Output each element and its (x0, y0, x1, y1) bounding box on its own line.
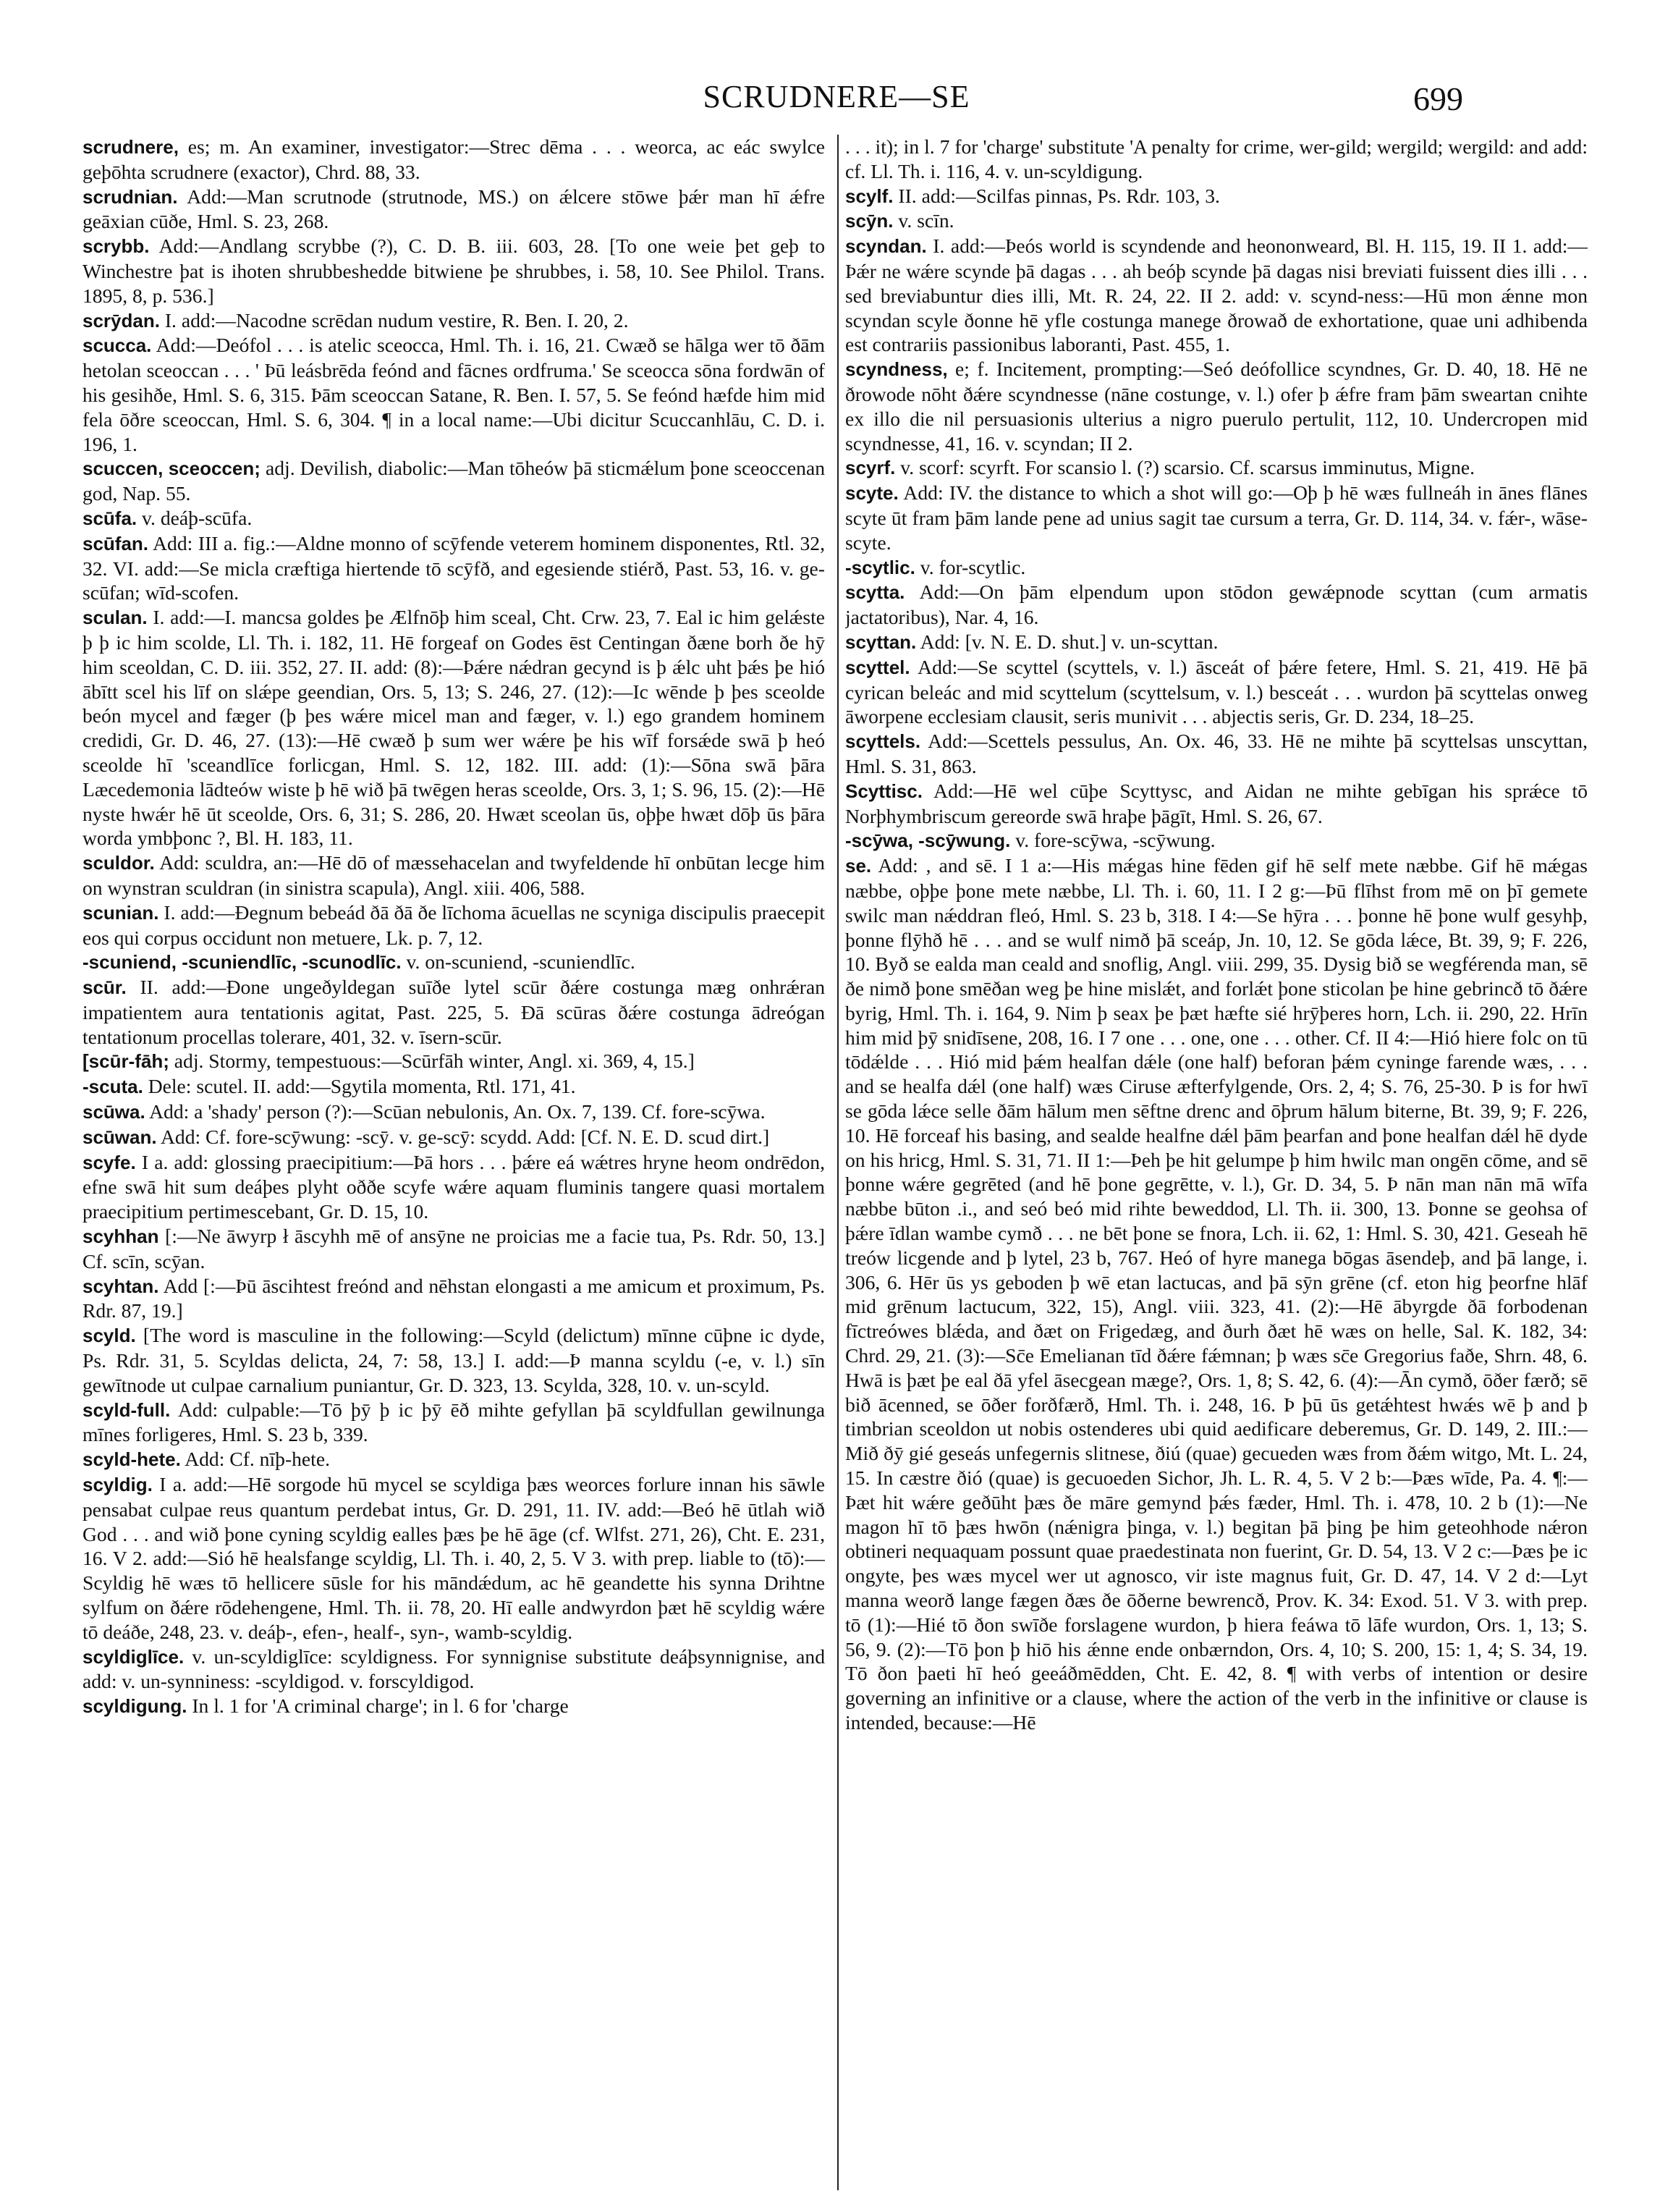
dictionary-entry (845, 481, 1588, 554)
dictionary-entry (845, 580, 1588, 630)
dictionary-entry (82, 850, 825, 900)
entry-headword: scūwa. (82, 1101, 145, 1123)
entry-text: I a. add: glossing praecipitium:—Þā hors . . . þǽre eá wǽtres hryne heom ondrēdon, efne swā hit sum deáþes plyht oððe scyfe wǽre aquam fluminis tangere quasi mortalem praecipitium pertimescebant, Gr. D. 15, 10. (82, 1150, 825, 1223)
entry-text: adj. Stormy, tempestuous:—Scūrfāh winter, Angl. xi. 369, 4, 15.] (169, 1050, 695, 1073)
entry-text: Add: Cf. fore-scȳwung: -scȳ. v. ge-scȳ: scydd. Add: [Cf. N. E. D. scud dirt.] (156, 1125, 770, 1148)
entry-text: [The word is masculine in the following:—Scyld (delictum) mīnne cūþne ic dyde, Ps. Rdr. 31, 5. Scyldas delicta, 24, 7: 58, 13.] I. add:—Þ manna scyldu (-e, v. l.) sīn gewītnode ut culpae carnalium puniantur, Gr. D. 323, 13. Scylda, 328, 10. v. un-scyld. (82, 1324, 825, 1396)
entry-headword: scrȳdan. (82, 309, 160, 332)
entry-text: v. un-scyldiglīce: scyldigness. For synnignise substitute deáþsynnignise, and add: v. un-synniness: -scyldigod. v. forscyldigod. (82, 1645, 825, 1693)
dictionary-entry (82, 1125, 825, 1150)
dictionary-entry (82, 506, 825, 531)
dictionary-entry (82, 531, 825, 605)
entry-headword: scyld-full. (82, 1398, 171, 1421)
entry-text: Dele: scutel. II. add:—Sgytila momenta, Rtl. 171, 41. (143, 1075, 576, 1098)
running-head (0, 78, 1673, 122)
entry-headword: scrudnian. (82, 185, 178, 208)
entry-text: I. add:—Nacodne scrēdan nudum vestire, R. Ben. I. 20, 2. (159, 308, 629, 332)
entry-text: v. for-scytlic. (915, 555, 1026, 578)
entry-headword: se. (845, 855, 872, 877)
entry-headword: [scūr-fāh; (82, 1050, 169, 1073)
entry-text: [:—Ne āwyrp ł āscyhh mē of ansȳne ne proicias me a facie tua, Ps. Rdr. 50, 13.] Cf. scīn, scȳan. (82, 1225, 825, 1272)
entry-headword: Scyttisc. (845, 780, 923, 802)
entry-text: I a. add:—Hē sorgode hū mycel se scyldiga þæs weorces forlure innan his sāwle pensabat culpae reus quantum perdebat intus, Gr. D. 291, 11. IV. add:—Beó hē ūtlah wið God . . . and wið þone cyning scyldig ealles þæs þe hē āge (cf. Wlfst. 271, 26), Cht. E. 231, 16. V 2. add:—Sió hē healsfange scyldig, Ll. Th. i. 40, 2, 5. V 3. with prep. liable to (tō):—Scyldig hē wæs tō hellicere sūsle for his māndǽdum, ac hē geandette his synna Drihtne sylfum on ðǽre rōdehengene, Hml. Th. ii. 78, 20. Hī ealle andwyrdon þæt hē scyldig wǽre tō deáðe, 248, 23. v. deáþ-, efen-, healf-, syn-, wamb-scyldig. (82, 1473, 825, 1643)
entry-text: Add: IV. the distance to which a shot will go:—Oþ þ hē wæs fullneáh in ānes flānes scyte ūt fram þām lande pene ad unius sagit tae cursum a terra, Gr. D. 114, 34. v. fǽr-, wāse-scyte. (845, 481, 1588, 554)
page-number: 699 (1413, 80, 1463, 117)
entry-headword: -scuta. (82, 1076, 143, 1098)
entry-headword: scyldig. (82, 1474, 153, 1496)
dictionary-entry (82, 1323, 825, 1397)
dictionary-entry (82, 185, 825, 235)
entry-text: I. add:—Þeós world is scyndende and heononweard, Bl. H. 115, 19. II 1. add:—Þǽr ne wǽre scynde þā dagas . . . ah beóþ scynde þā dagas nisi breviati fuissent dies illi . . . sed breviabuntur dies illi, Mt. R. 24, 22. II 2. add: v. scynd-ness:—Hū mon ǽnne mon scyndan scyle ðonne hē yfle costunga manege ðrowað de exhortatione, quae uni adhibenda est contrariis passionibus laboranti, Past. 455, 1. (845, 235, 1588, 356)
entry-headword: scyld-hete. (82, 1448, 181, 1471)
dictionary-entry (82, 1224, 825, 1274)
dictionary-entry (845, 208, 1588, 234)
entry-text: I. add:—Ðegnum bebeád ðā ðā ðe līchoma ācuellas ne scyniga discipulis praecepit eos qui corpus occidunt non metuere, Lk. p. 7, 12. (82, 900, 825, 949)
entry-headword: sculan. (82, 607, 148, 629)
entry-text: v. scīn. (893, 209, 954, 232)
dictionary-entry (82, 900, 825, 950)
entry-text: es; m. An examiner, investigator:—Strec dēma . . . weorca, ac eác swylce geþōhta scrudnere (exactor), Chrd. 88, 33. (82, 135, 825, 183)
entry-text: Add: [v. N. E. D. shut.] v. un-scyttan. (916, 630, 1219, 653)
entry-text: Add:—Andlang scrybbe (?), C. D. B. iii. 603, 28. [To one weie þet geþ to Winchestre þat is ihoten shrubbeshedde bitwiene þe shrubbes, i. 58, 10. See Philol. Trans. 1895, 8, p. 536.] (82, 235, 825, 307)
entry-text: Add: sculdra, an:—Hē dō of mæssehacelan and twyfeldende hī onbūtan lecge him on wynstran sculdran (in sinistra scapula), Angl. xiii. 406, 588. (82, 851, 825, 899)
entry-headword: scyttel. (845, 656, 910, 678)
entry-text: Add:—Se scyttel (scyttels, v. l.) āsceát of þǽre fetere, Hml. S. 21, 419. Hē þā cyrican beleác and mid scyttelum (scyttelsum, v. l.) besceát . . . wurdon þā scyttelas onweg āworpene ecclesiam clausit, seris munivit . . . abjectis seris, Gr. D. 234, 18–25. (845, 655, 1588, 728)
entry-headword: scūr. (82, 976, 127, 999)
dictionary-entry (82, 1447, 825, 1472)
entry-headword: scyte. (845, 482, 899, 505)
entry-text: Add: III a. fig.:—Aldne monno of scȳfende veterem hominem disponentes, Rtl. 32, 32. VI. add:—Se micla cræftiga hiertende tō scȳfð, and egesiende stiérð, Past. 53, 16. v. ge-scūfan; wīd-scofen. (82, 531, 825, 604)
entry-headword: scyndness, (845, 358, 948, 381)
entry-text: v. fore-scȳwa, -scȳwung. (1010, 829, 1216, 852)
entry-text: Add [:—Þū āscihtest freónd and nēhstan elongasti a me amicum et proximum, Ps. Rdr. 87, 19.] (82, 1274, 825, 1322)
dictionary-entry (82, 605, 825, 850)
dictionary-entry (845, 729, 1588, 779)
dictionary-entry (845, 828, 1588, 853)
entry-headword: scyttan. (845, 630, 917, 653)
entry-headword: scrudnere, (82, 136, 179, 158)
dictionary-entry (845, 455, 1588, 481)
dictionary-entry (845, 853, 1588, 1735)
dictionary-entry (845, 779, 1588, 829)
entry-headword: scyld. (82, 1325, 136, 1347)
dictionary-entry (82, 1645, 825, 1694)
entry-text: adj. Devilish, diabolic:—Man tōheów þā sticmǽlum þone sceoccenan god, Nap. 55. (82, 457, 825, 505)
dictionary-entry (82, 950, 825, 975)
entry-text: Add: a 'shady' person (?):—Scūan nebulonis, An. Ox. 7, 139. Cf. fore-scȳwa. (145, 1100, 766, 1123)
entry-headword: scucca. (82, 334, 152, 357)
entry-headword: scyldiglīce. (82, 1645, 185, 1668)
dictionary-entry (82, 975, 825, 1049)
entry-headword: -scȳwa, -scȳwung. (845, 830, 1011, 852)
dictionary-entry (82, 308, 825, 334)
dictionary-entry (845, 234, 1588, 357)
dictionary-entry (82, 1150, 825, 1224)
dictionary-entry (82, 1099, 825, 1125)
left-column (82, 135, 825, 2190)
dictionary-entry (82, 1398, 825, 1448)
entry-headword: scūfan. (82, 532, 149, 554)
entry-headword: -scuniend, -scuniendlīc, -scunodlīc. (82, 951, 402, 974)
entry-headword: scylf. (845, 185, 894, 207)
entry-headword: scūwan. (82, 1126, 157, 1148)
entry-text: Add: , and sē. I 1 a:—His mǽgas hine fēden gif hē self mete næbbe. Gif hē mǽgas næbbe, oþþe þone mete næbbe, Ll. Th. i. 60, 11. I 2 g:—Þū flīhst from mē on þī gemete swilc man nǽddran fleó, Hml. S. 23 b, 318. I 4:—Se hȳra . . . þonne hē þone wulf gesyhþ, þonne flȳhð hē . . . and se wulf nimð þā sceáp, Jn. 10, 12. Se gōda lǽce, Bt. 39, 9; F. 226, 10. Byð se ealda man ceald and snoflig, Angl. viii. 299, 35. Dysig bið se wegférenda man, sē ðe nimð þone smēðan weg þe hine mislǽt, and forlǽt þone sticolan þe hine gebrincð tō ðǽre byrig, Hml. Th. i. 164, 9. Nim þ seax þe þæt hæfte sié hrȳþeres horn, Lch. ii. 290, 22. Hrīn him mid þȳ snidīsene, 208, 16. I 7 one . . . one, one . . . other. Cf. II 4:—Hió hiere folc on tū tōdǽlde . . . Hió mid þǽm healfan dǽle (one half) beforan þǽm cyninge farende wæs, . . . and se healfa dǽl (one half) wæs Ciruse æfterfylgende, Ors. 2, 4; S. 76, 25-30. Þ is for hwī se gōda lǽce selle ðām hālum men sēftne drenc and ōþrum hālum biterne, Bt. 39, 9; F. 226, 10. Hē forceaf his basing, and sealde healfne dǽl þām þearfan and þone healfan dǽl hē dyde on his hricg, Hml. S. 31, 71. II 1:—Þeh þe hit gelumpe þ him hwilc man ongēn cōme, and sē þonne wǽre gegrēted (and hē þone gegrētte, v. l.), Gr. D. 34, 5. Þ nān man nān mā wīfa næbbe būton .i., and seó beó mid rihte beweddod, Ll. Th. ii. 300, 13. Þonne se geohsa of þǽre īdlan wambe cymð . . . ne bēt þone se fnora, Lch. ii. 62, 1: Hml. S. 30, 421. Geseah hē treów licgende and þ lytel, 23 b, 767. Heó of hyre manega bōgas āsendeþ, and þā lange, i. 306, 6. Hēr ūs ys geboden þ wē etan lactucas, and þā sȳn grēne (cf. eton hig þeorfne hlāf mid grēnum lactucum, 322, 15), Angl. viii. 323, 41. (2):—Hē ābyrgde ðā forbodenan fīctreówes blǽda, and ðæt on Frigedæg, and ðurh ðæt hē wæs on helle, Sal. K. 182, 34: Chrd. 29, 21. (3):—Sc̄e Emelianan tīd ðǽre fǽmnan; þ wæs sc̄e Gregorius faðe, Shrn. 48, 6. Hwā is þæt þe eal ðā yfel āsecgean mæge?, Ors. 1, 8; S. 42, 6. (4):—Ān cymð, ōðer færð; sē bið ācenned, se ōðer forðfærð, Hml. Th. i. 248, 16. Þ þū ūs getǽhtest hwǽs wē þ and þ timbrian sceoldon ut nobis ostenderes ubi quid aedificare deberemus, Gr. D. 149, 2. III.:—Mið ðȳ gié geseás unfegernis slitnese, ðiú (quae) gecueden wæs from ðǽm witgo, Mt. L. 24, 15. In cæstre ðió (quae) is gecuoeden Sichor, Jh. L. R. 4, 5. V 2 b:—Þæs wīde, Pa. 4. ¶:—Þæt hit wǽre geðūht þæs ðe māre gemynd þǽs fæder, Hml. Th. i. 478, 10. 2 b (1):—Ne magon hī tō þæs hwōn (nǽnigra þinga, v. l.) begitan þā þing þe him geteohhode nǽron obtineri nequaquam possunt quae praedestinata non fuerint, Gr. D. 54, 13. V 2 c:—Þæs þe ic ongyte, þes wæs mycel wer ut agnosco, vir iste magnus fuit, Gr. D. 47, 14. V 2 d:—Lyt manna weorð lange fægen ðæs ðe ōðerne bewrencð, Prov. K. 34: Exod. 51. V 3. with prep. tō (1):—Hié tō ðon swīðe forslagene wurdon, þ hiera feáwa tō lāfe wurdon, Ors. 1, 13; S. 56, 9. (2):—Tō þon þ hiō his ǽnne ende onbærndon, Ors. 4, 10; S. 200, 15: 1, 4; S. 34, 19. Tō ðon þaeti hī heó geeáðmēdden, Cht. E. 42, 8. ¶ with verbs of intention or desire governing an infinitive or a clause, where the action of the verb in the infinitive or clause is intended, because:—Hē (845, 854, 1588, 1734)
entry-text: Add:—Hē wel cūþe Scyttysc, and Aidan ne mihte gebīgan his sprǽce tō Norþhymbriscum gereorde swā hraþe þāgīt, Hml. S. 26, 67. (845, 779, 1588, 827)
entry-text: I. add:—I. mancsa goldes þe Ælfnōþ him sceal, Cht. Crw. 23, 7. Eal ic him gelǽste þ þ ic him scolde, Ll. Th. i. 182, 11. Hē forgeaf on Godes ēst Centingan ðæne borh ðe hȳ him sceoldan, C. D. iii. 352, 27. II. add: (8):—Þǽre nǽdran gecynd is þ ǽlc uht þǽs þe hió ābītt scel his līf on slǽpe geendian, Ors. 5, 13; S. 246, 27. (12):—Ic wēnde þ þes sceolde beón mycel and fæger (þ þes wǽre micel man and fæger, v. l.) ego grandem hominem credidi, Gr. D. 46, 27. (13):—Hē cwæð þ sum wer wǽre þe his wīf forsǽde swā þ heó sceolde hī 'sceandlīce forlicgan, Hml. S. 12, 182. III. add: (1):—Sōna swā þāra Læcedemonia lādteów wiste þ hē wið þā twēgen heras sceolde, Ors. 3, 1; S. 96, 15. (2):—Hē nyste hwǽr hē ūt sceolde, Ors. 6, 31; S. 286, 20. Hwæt sceolan ūs, oþþe hwæt dōþ ūs þāra worda ymbþonc ?, Bl. H. 183, 11. (82, 606, 825, 850)
entry-headword: scyrf. (845, 457, 896, 479)
entry-text: Add:—Deófol . . . is atelic sceocca, Hml. Th. i. 16, 21. Cwæð se hālga wer tō ðām hetolan sceoccan . . . ' Þū leásbrēda feónd and fācnes ordfruma.' Se sceocca sōna fordwān of his gesihðe, Hml. S. 6, 315. Þām sceoccan Satane, R. Ben. I. 57, 5. Se feónd hæfde him mid fela ōðre sceoccan, Hml. S. 6, 304. ¶ in a local name:—Ubi dicitur Scuccanhlāu, C. D. i. 196, 1. (82, 334, 825, 455)
entry-headword: scyldigung. (82, 1695, 187, 1718)
entry-headword: scyndan. (845, 235, 927, 258)
entry-headword: scūfa. (82, 507, 137, 529)
dictionary-entry (82, 333, 825, 456)
dictionary-entry (82, 1694, 825, 1719)
entry-headword: scyhhan (82, 1225, 159, 1248)
entry-text: Add:—Man scrutnode (strutnode, MS.) on ǽlcere stōwe þǽr man hī ǽfre geāxian cūðe, Hml. S. 23, 268. (82, 185, 825, 233)
dictionary-entry (845, 630, 1588, 655)
entry-text: Add: Cf. nīþ-hete. (180, 1448, 330, 1471)
entry-text: e; f. Incitement, prompting:—Seó deófollice scyndnes, Gr. D. 40, 18. Hē ne ðrowode nōht ðǽre scyndnesse (nāne costunge, v. l.) ofer þ ǽfre fram þām sweartan cnihte ex illo die nil persuasionis ulterius a nigro puerulo pertulit, 112, 10. Undercropen mid scyndnesse, 41, 16. v. scyndan; II 2. (845, 358, 1588, 455)
column-divider (837, 135, 839, 2190)
entry-headword: scȳn. (845, 210, 894, 232)
dictionary-entry (845, 655, 1588, 729)
dictionary-entry (82, 234, 825, 308)
entry-text: v. deáþ-scūfa. (137, 506, 253, 529)
right-column (845, 135, 1588, 2190)
entry-headword: scyfe. (82, 1151, 136, 1173)
dictionary-entry (82, 135, 825, 185)
entry-text: v. scorf: scyrft. For scansio l. (?) scarsio. Cf. scarsus imminutus, Migne. (895, 456, 1475, 479)
entry-headword: scuccen, sceoccen; (82, 457, 261, 480)
entry-text: . . . it); in l. 7 for 'charge' substitute 'A penalty for crime, wer-gild; wergild; wergild: and add: cf. Ll. Th. i. 116, 4. v. un-scyldigung. (845, 135, 1588, 182)
entry-headword: scyhtan. (82, 1275, 159, 1297)
dictionary-entry (82, 456, 825, 506)
dictionary-entry (82, 1049, 825, 1074)
dictionary-entry (845, 135, 1588, 184)
entry-headword: scytta. (845, 581, 905, 604)
entry-text: Add: culpable:—Tō þȳ þ ic þȳ ēð mihte gefyllan þā scyldfullan gewilnunga mīnes forligeres, Hml. S. 23 b, 339. (82, 1398, 825, 1446)
entry-text: Add:—On þām elpendum upon stōdon gewǽpnode scyttan (cum armatis jactatoribus), Nar. 4, 16. (845, 581, 1588, 629)
entry-text: In l. 1 for 'A criminal charge'; in l. 6 for 'charge (187, 1694, 569, 1718)
entry-text: II. add:—Ðone ungeðyldegan suīðe lytel scūr ðǽre costunga mæg onhrǽran impatientem aura tentationis agitat, Past. 225, 5. Ðā scūras ðǽre costunga ādreógan tentationum procellas tolerare, 401, 32. v. īsern-scūr. (82, 976, 825, 1048)
dictionary-entry (845, 357, 1588, 455)
entry-text: Add:—Scettels pessulus, An. Ox. 46, 33. Hē ne mihte þā scyttelsas unscyttan, Hml. S. 31, 863. (845, 730, 1588, 777)
entry-headword: scrybb. (82, 235, 150, 258)
dictionary-entry (82, 1472, 825, 1645)
dictionary-entry (82, 1274, 825, 1324)
dictionary-entry (845, 555, 1588, 581)
entry-headword: scunian. (82, 901, 159, 924)
entry-headword: -scytlic. (845, 556, 915, 578)
dictionary-entry (845, 184, 1588, 209)
dictionary-entry (82, 1074, 825, 1099)
entry-headword: sculdor. (82, 852, 155, 874)
entry-text: II. add:—Scilfas pinnas, Ps. Rdr. 103, 3. (893, 184, 1220, 207)
page-title: SCRUDNERE—SE (703, 79, 970, 114)
entry-headword: scyttels. (845, 730, 921, 753)
entry-text: v. on-scuniend, -scuniendlīc. (401, 950, 635, 974)
